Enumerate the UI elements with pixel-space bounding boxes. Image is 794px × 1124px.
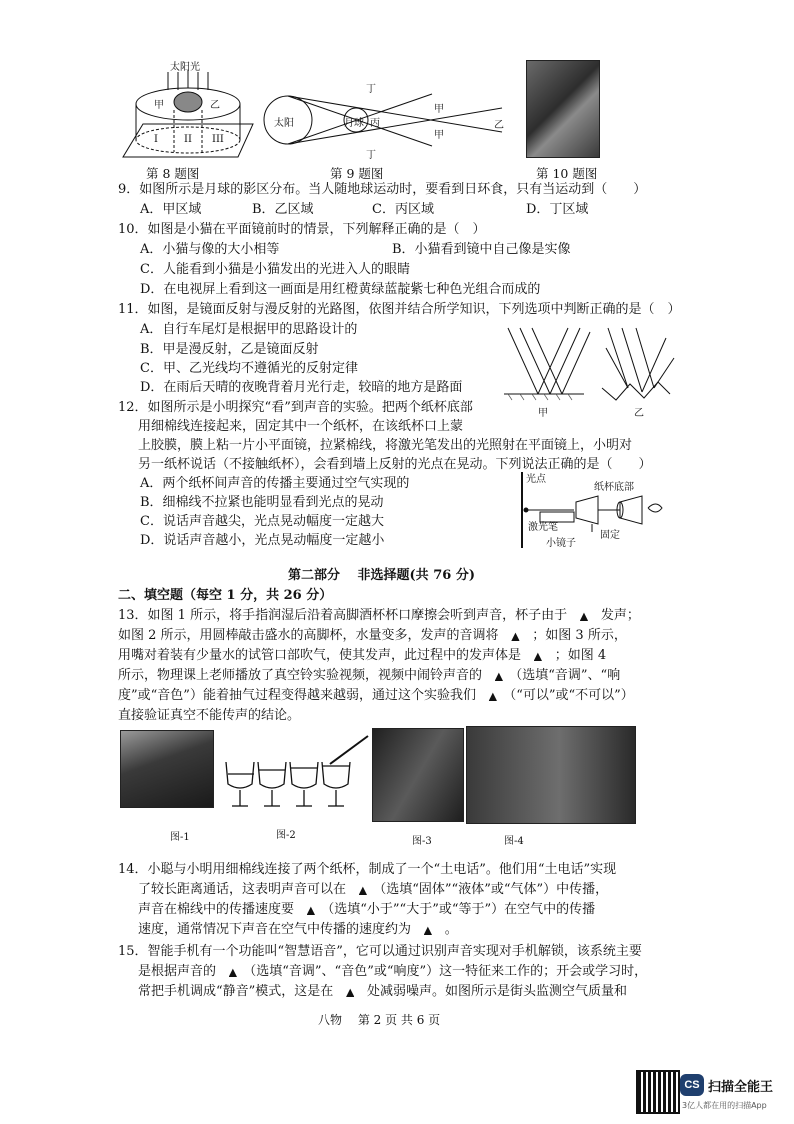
figure-8-diagram (118, 62, 258, 162)
figure-13-3-caption: 图-3 (412, 836, 432, 847)
scanner-logo (680, 1074, 704, 1096)
answer-blank: ▲ (307, 905, 315, 916)
sun-label: 太阳 (274, 118, 294, 129)
answer-blank: ▲ (495, 671, 503, 682)
q14-line-3 (138, 902, 595, 919)
region-jia-bottom-label: 甲 (434, 130, 444, 141)
page-footer: 八物 第 2 页 共 6 页 (318, 1013, 441, 1027)
q13-text-2b: ；如图 3 所示， (532, 628, 627, 643)
q15-text-2b: （选填“音调”、“音色”或“响度”）这一特征来工作的；开会或学习时， (249, 964, 648, 979)
figure-12 (516, 468, 686, 552)
answer-blank: ▲ (580, 611, 588, 622)
answer-blank: ▲ (359, 885, 367, 896)
answer-blank: ▲ (511, 631, 520, 642)
q11-stem: 11．如图，是镜面反射与漫反射的光路图，依图并结合所学知识，下列选项中判断正确的是（ ） (118, 302, 681, 317)
figure-12-label-fixed: 固定 (600, 530, 620, 541)
figure-12-label-mirror: 小镜子 (546, 538, 576, 549)
figure-13-1-photo (120, 730, 214, 808)
q12-line-4: 另一纸杯说话（不接触纸杯），会看到墙上反射的光点在晃动。下列说法正确的是（ ） (138, 457, 652, 472)
figure-10-photo (526, 60, 600, 158)
answer-blank: ▲ (346, 987, 355, 998)
q13-text-4a: 所示，物理课上老师播放了真空铃实验视频，视频中闹铃声音的 (118, 668, 483, 683)
figure-13-4-caption: 图-4 (504, 836, 524, 847)
q9-option-d: D．丁区域 (526, 202, 589, 217)
figure-9-caption: 第 9 题图 (330, 166, 384, 181)
figure-13-3-photo (372, 728, 464, 822)
q13-text-3b: ；如图 4 (554, 648, 607, 663)
region-ding-top-label: 丁 (366, 84, 376, 95)
q14-text-2b: （选填“固体”“液体”或“气体”）中传播， (379, 882, 609, 897)
q10-option-d: D．在电视屏上看到这一画面是用红橙黄绿蓝靛紫七种色光组合而成的 (140, 282, 541, 297)
scanner-subtitle: 3亿人都在用的扫描App (682, 1101, 767, 1110)
q12-option-a: A．两个纸杯间声音的传播主要通过空气实现的 (140, 476, 410, 491)
q10-stem: 10．如图是小猫在平面镜前时的情景，下列解释正确的是（ ） (118, 222, 486, 237)
figure-11-label-yi: 乙 (634, 408, 644, 419)
q11-option-c: C．甲、乙光线均不遵循光的反射定律 (140, 361, 358, 376)
q13-text-1a: 13．如图 1 所示，将手指润湿后沿着高脚酒杯杯口摩擦会听到声音，杯子由于 (118, 608, 568, 623)
q9-option-b: B．乙区域 (252, 202, 314, 217)
q9-option-a: A．甲区域 (140, 202, 202, 217)
figure-8-caption: 第 8 题图 (146, 166, 200, 181)
q14-text-3b: （选填“小于”“大于”或“等于”）在空气中的传播 (327, 902, 596, 917)
q10-option-a: A．小猫与像的大小相等 (140, 242, 280, 257)
q9-option-c: C．丙区域 (372, 202, 434, 217)
figure-10-caption: 第 10 题图 (536, 166, 598, 181)
q14-text-4a: 速度，通常情况下声音在空气中传播的速度约为 (138, 922, 412, 937)
q15-line-2 (138, 964, 647, 981)
q12-line-3: 上胶膜，膜上粘一片小平面镜，拉紧棉线，将激光笔发出的光照射在平面镜上，小明对 (138, 438, 633, 453)
q10-option-c: C．人能看到小猫是小猫发出的光进入人的眼睛 (140, 262, 410, 277)
q13-line-1 (118, 608, 640, 625)
q11-option-a: A．自行车尾灯是根据甲的思路设计的 (140, 322, 358, 337)
q13-line-3 (118, 648, 606, 665)
q11-option-d: D．在雨后天晴的夜晚背着月光行走，较暗的地方是路面 (140, 380, 463, 395)
figure-11-label-jia: 甲 (538, 408, 548, 419)
label-region-1: I (154, 134, 158, 145)
q14-line-4 (138, 922, 458, 939)
figure-11 (498, 318, 678, 418)
q10-option-b: B．小猫看到镜中自己像是实像 (392, 242, 571, 257)
qr-code (636, 1070, 680, 1114)
region-yi-label: 乙 (494, 120, 504, 131)
q14-text-3a: 声音在棉线中的传播速度要 (138, 902, 295, 917)
q15-line-1: 15．智能手机有一个功能叫“智慧语音”，它可以通过识别声音实现对手机解锁，该系统主要 (118, 944, 642, 959)
q15-text-3a: 常把手机调成“静音”模式，这是在 (138, 984, 334, 999)
q14-text-2a: 了较长距离通话，这表明声音可以在 (138, 882, 347, 897)
section-two-title: 二、填空题（每空 1 分，共 26 分） (118, 588, 333, 603)
q13-line-4 (118, 668, 620, 685)
answer-blank: ▲ (424, 925, 432, 936)
q15-text-2a: 是根据声音的 (138, 964, 217, 979)
q15-text-3b: 处减弱噪声。如图所示是街头监测空气质量和 (367, 984, 628, 999)
q12-line-1: 12．如图所示是小明探究“看”到声音的实验。把两个纸杯底部 (118, 400, 473, 415)
sun-light-label: 太阳光 (170, 62, 200, 73)
q12-option-d: D．说话声音越小，光点晃动幅度一定越小 (140, 533, 385, 548)
q12-option-b: B．细棉线不拉紧也能明显看到光点的晃动 (140, 495, 384, 510)
label-jia: 甲 (154, 100, 164, 111)
label-region-3: III (212, 134, 224, 145)
q12-line-2: 用细棉线连接起来，固定其中一个纸杯，在该纸杯口上蒙 (138, 419, 464, 434)
figure-13-1-caption: 图-1 (170, 832, 190, 843)
answer-blank: ▲ (534, 651, 542, 662)
q13-text-3a: 用嘴对着装有少量水的试管口部吹气，使其发声，此过程中的发声体是 (118, 648, 522, 663)
figure-12-label-cup-bottom: 纸杯底部 (594, 482, 634, 493)
part-two-title: 第二部分 非选择题(共 76 分) (288, 568, 475, 583)
q13-text-5a: 度”或“音色”）能着抽气过程变得越来越弱，通过这个实验我们 (118, 688, 476, 703)
q11-option-b: B．甲是漫反射，乙是镜面反射 (140, 342, 319, 357)
figure-12-label-light-spot: 光点 (526, 474, 546, 485)
q13-text-4b: （选填“音调”、“响 (515, 668, 621, 683)
figure-12-label-laser: 激光笔 (528, 522, 558, 533)
scanner-name: 扫描全能王 (708, 1080, 774, 1095)
figure-9-diagram (262, 76, 512, 160)
q12-option-c: C．说话声音越尖，光点晃动幅度一定越大 (140, 514, 384, 529)
figure-8 (118, 62, 258, 162)
figure-13-2-glasses (222, 734, 372, 810)
q13-line-5 (118, 688, 634, 705)
label-yi: 乙 (210, 100, 220, 111)
figure-9 (262, 76, 512, 160)
figure-11-diagram (498, 318, 678, 418)
figure-13-2-caption: 图-2 (276, 830, 296, 841)
region-ding-bottom-label: 丁 (366, 150, 376, 161)
scanner-logo-text: CS (684, 1079, 700, 1091)
q15-line-3 (138, 984, 627, 1001)
q13-text-2a: 如图 2 所示，用圆棒敲击盛水的高脚杯，水量变多，发声的音调将 (118, 628, 499, 643)
q14-text-4b: 。 (444, 922, 458, 937)
q14-line-2 (138, 882, 608, 899)
q13-line-2 (118, 628, 627, 645)
answer-blank: ▲ (229, 967, 237, 978)
label-region-2: II (184, 134, 192, 145)
q13-text-5b: （“可以”或“不可以”） (509, 688, 634, 703)
answer-blank: ▲ (488, 691, 497, 702)
q13-text-1b: 发声； (600, 608, 640, 623)
q9-stem: 9．如图所示是月球的影区分布。当人随地球运动时，要看到日环食，只有当运动到（ ） (118, 182, 647, 197)
q14-line-1: 14．小聪与小明用细棉线连接了两个纸杯，制成了一个“土电话”。他们用“土电话”实现 (118, 862, 617, 877)
moon-label: 月球 (344, 118, 364, 129)
region-bing-label: 丙 (370, 118, 380, 129)
region-jia-top-label: 甲 (434, 104, 444, 115)
figure-13-4-photo (466, 726, 636, 824)
q13-line-6: 直接验证真空不能传声的结论。 (118, 708, 301, 723)
glasses-diagram (222, 734, 372, 810)
